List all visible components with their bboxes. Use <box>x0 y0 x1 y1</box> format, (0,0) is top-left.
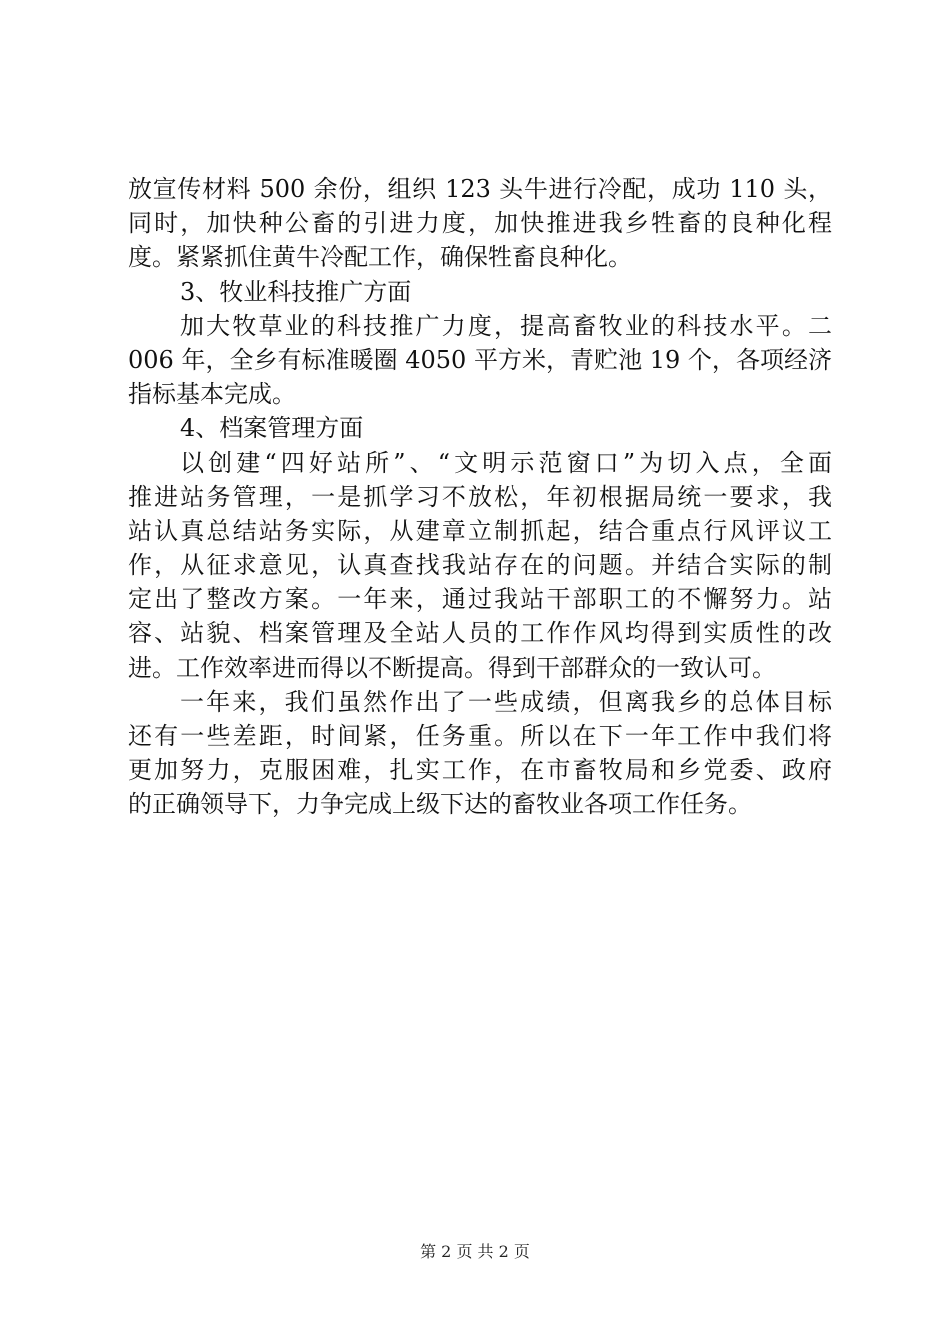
text-line: 006 年，全乡有标准暖圈 4050 平方米，青贮池 19 个，各项经济 <box>128 345 832 374</box>
text-line: 还有一些差距，时间紧，任务重。所以在下一年工作中我们将 <box>128 722 832 750</box>
text-line: 指标基本完成。 <box>128 380 296 409</box>
text-line: 更加努力，克服困难，扎实工作，在市畜牧局和乡党委、政府 <box>128 756 832 785</box>
text-line: 站认真总结站务实际，从建章立制抓起，结合重点行风评议工 <box>128 516 832 545</box>
text-line: 容、站貌、档案管理及全站人员的工作作风均得到实质性的改 <box>128 619 832 648</box>
text-line: 推进站务管理，一是抓学习不放松，年初根据局统一要求，我 <box>128 482 832 511</box>
text-line: 进。工作效率进而得以不断提高。得到干部群众的一致认可。 <box>128 653 776 682</box>
section-heading: 3、牧业科技推广方面 <box>180 277 412 306</box>
text-line: 同时，加快种公畜的引进力度，加快推进我乡牲畜的良种化程 <box>128 209 832 238</box>
section-heading: 4、档案管理方面 <box>180 414 364 443</box>
text-line: 定出了整改方案。一年来，通过我站干部职工的不懈努力。站 <box>128 585 832 614</box>
text-line: 度。紧紧抓住黄牛冷配工作，确保牲畜良种化。 <box>128 243 632 272</box>
text-line: 作，从征求意见，认真查找我站存在的问题。并结合实际的制 <box>128 551 832 580</box>
text-line: 放宣传材料 500 余份，组织 123 头牛进行冷配，成功 110 头， <box>128 175 832 203</box>
body-text <box>128 172 832 822</box>
page-footer: 第 2 页 共 2 页 <box>420 1242 530 1261</box>
text-line: 一年来，我们虽然作出了一些成绩，但离我乡的总体目标 <box>180 687 832 716</box>
text-line: 的正确领导下，力争完成上级下达的畜牧业各项工作任务。 <box>128 790 752 819</box>
text-line: 加大牧草业的科技推广力度，提高畜牧业的科技水平。二 <box>180 311 832 340</box>
text-line: 以创建“四好站所”、“文明示范窗口”为切入点，全面 <box>180 448 832 477</box>
